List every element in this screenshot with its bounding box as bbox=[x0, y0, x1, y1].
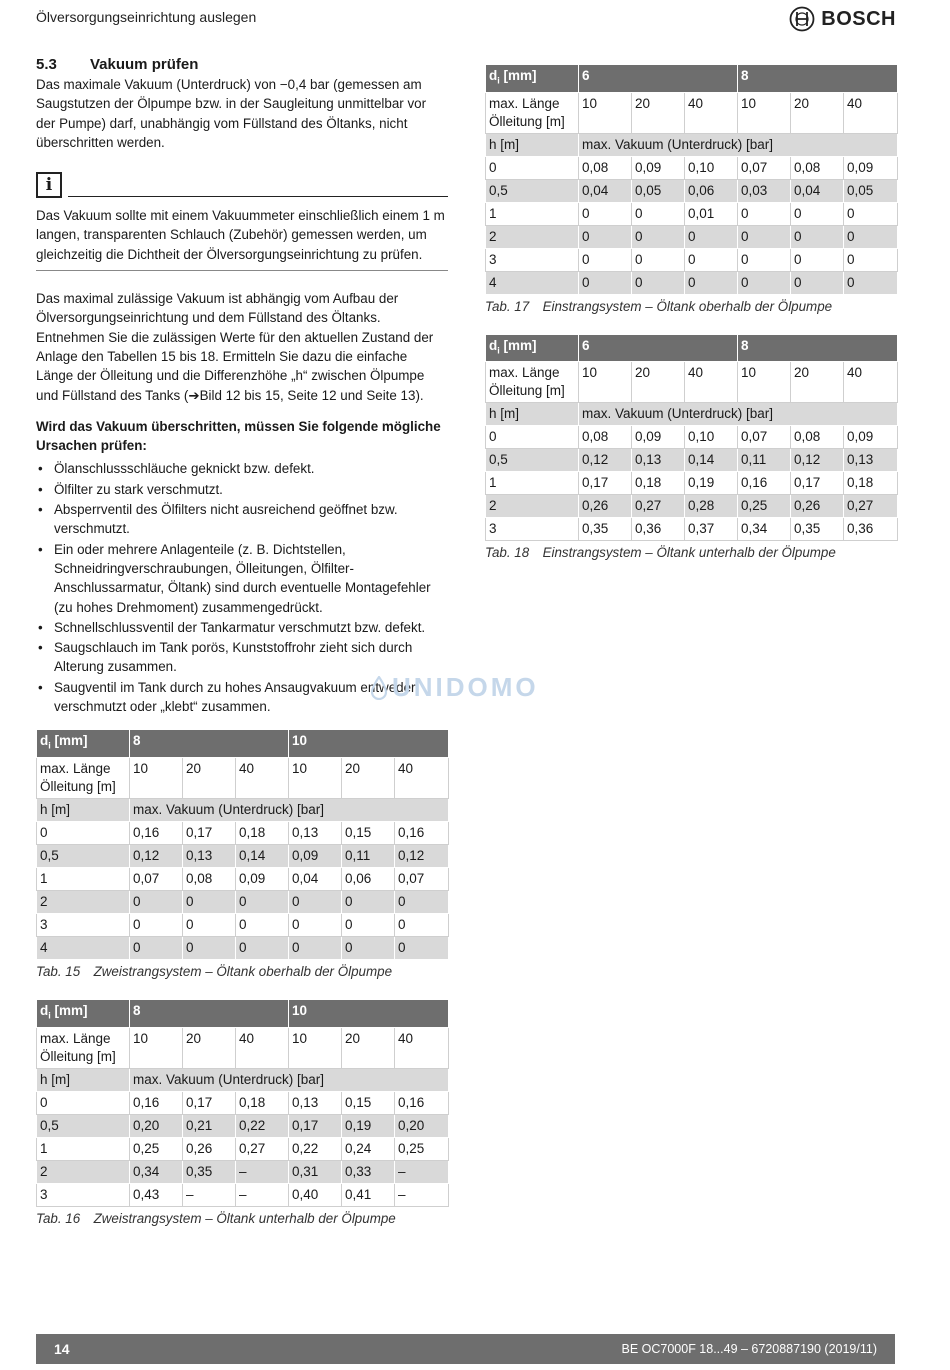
diameter-label bbox=[37, 730, 130, 758]
diameter-symbol: d bbox=[489, 68, 498, 83]
vacuum-cell: 0,12 bbox=[791, 449, 844, 472]
vacuum-cell: – bbox=[236, 1160, 289, 1183]
vacuum-cell: 0 bbox=[395, 914, 449, 937]
vacuum-cell: 0,27 bbox=[236, 1137, 289, 1160]
vacuum-cell: 0,12 bbox=[395, 845, 449, 868]
vacuum-cell: 0,07 bbox=[738, 426, 791, 449]
table-row bbox=[486, 426, 898, 449]
vacuum-cell: 0,34 bbox=[130, 1160, 183, 1183]
page-footer bbox=[36, 1334, 895, 1364]
vacuum-cell: 0 bbox=[844, 202, 898, 225]
watermark bbox=[370, 672, 539, 703]
height-cell: 2 bbox=[486, 225, 579, 248]
height-cell: 3 bbox=[486, 518, 579, 541]
vacuum-cell: 0,17 bbox=[289, 1114, 342, 1137]
vacuum-cell: 0 bbox=[738, 248, 791, 271]
section-title: Vakuum prüfen bbox=[90, 56, 199, 73]
height-label: h [m] bbox=[486, 133, 579, 156]
table-row bbox=[486, 518, 898, 541]
info-text: Das Vakuum sollte mit einem Vakuummeter einschließlich einem 1 m langen, transparenten Schlauch (Zubehör) gemessen werden, um gleichzeitig die Dichtheit der Ölversorgungseinrichtung zu prüfen. bbox=[36, 206, 448, 271]
length-value: 40 bbox=[236, 1027, 289, 1068]
vacuum-cell: 0,13 bbox=[844, 449, 898, 472]
vacuum-cell: 0,16 bbox=[130, 822, 183, 845]
vacuum-cell: 0,15 bbox=[342, 822, 395, 845]
height-cell: 1 bbox=[486, 472, 579, 495]
watermark-text: UNIDOMO bbox=[392, 672, 539, 702]
vacuum-cell: 0,27 bbox=[844, 495, 898, 518]
list-item: • Ölanschlussschläuche geknickt bzw. defekt. bbox=[36, 459, 448, 478]
height-cell: 0,5 bbox=[486, 449, 579, 472]
height-cell: 0,5 bbox=[37, 845, 130, 868]
table-caption-number: Tab. 15 bbox=[36, 964, 81, 979]
vacuum-cell: 0 bbox=[342, 891, 395, 914]
height-cell: 3 bbox=[486, 248, 579, 271]
vacuum-cell: 0,06 bbox=[342, 868, 395, 891]
length-label: max. Länge Ölleitung [m] bbox=[37, 758, 130, 799]
vacuum-cell: 0 bbox=[130, 937, 183, 960]
vacuum-cell: – bbox=[236, 1183, 289, 1206]
table-row bbox=[37, 914, 449, 937]
info-divider bbox=[68, 196, 448, 197]
list-item: • Saugventil im Tank durch zu hohes Ansaugvakuum entweder verschmutzt oder „klebt“ zusammen. bbox=[36, 678, 448, 717]
page-number: 14 bbox=[54, 1341, 70, 1357]
vacuum-cell: 0,17 bbox=[791, 472, 844, 495]
vacuum-cell: 0,24 bbox=[342, 1137, 395, 1160]
length-value: 40 bbox=[844, 362, 898, 403]
table-row bbox=[486, 156, 898, 179]
height-cell: 1 bbox=[37, 1137, 130, 1160]
left-column bbox=[36, 56, 448, 1246]
length-value: 10 bbox=[579, 362, 632, 403]
table-subheader-row bbox=[37, 1068, 449, 1091]
table-row bbox=[486, 92, 898, 133]
vacuum-cell: 0,08 bbox=[791, 156, 844, 179]
vacuum-cell: 0,20 bbox=[130, 1114, 183, 1137]
vacuum-cell: 0 bbox=[791, 248, 844, 271]
length-value: 40 bbox=[844, 92, 898, 133]
table-caption bbox=[36, 1211, 448, 1226]
body-paragraph: Das maximal zulässige Vakuum ist abhängig vom Aufbau der Ölversorgungseinrichtung und dem Füllstand des Öltanks. Entnehmen Sie die zulässigen Werte für den aktuellen Zustand der Anlage den Tabellen 15 bis 18. Ermitteln Sie dazu die einfache Länge der Ölleitung und die Differenzhöhe „h“ zwischen Ölpumpe und Füllstand des Tanks (➔Bild 12 bis 15, Seite 12 und Seite 13). bbox=[36, 291, 434, 403]
table-row bbox=[486, 271, 898, 294]
table-row bbox=[37, 822, 449, 845]
vacuum-cell: 0 bbox=[844, 248, 898, 271]
vacuum-cell: 0 bbox=[395, 891, 449, 914]
vacuum-cell: 0,26 bbox=[791, 495, 844, 518]
height-cell: 0 bbox=[486, 426, 579, 449]
table-row bbox=[486, 202, 898, 225]
vacuum-cell: 0,36 bbox=[844, 518, 898, 541]
height-label: h [m] bbox=[37, 799, 130, 822]
vacuum-cell: 0 bbox=[579, 202, 632, 225]
diameter-subscript: i bbox=[497, 345, 500, 356]
length-value: 20 bbox=[183, 758, 236, 799]
vacuum-cell: 0,35 bbox=[579, 518, 632, 541]
height-cell: 1 bbox=[486, 202, 579, 225]
vacuum-cell: 0 bbox=[632, 225, 685, 248]
length-value: 40 bbox=[236, 758, 289, 799]
height-label: h [m] bbox=[37, 1068, 130, 1091]
table-caption bbox=[485, 545, 897, 560]
vacuum-cell: 0 bbox=[183, 891, 236, 914]
table-header-row bbox=[486, 334, 898, 362]
vacuum-cell: 0 bbox=[183, 937, 236, 960]
vacuum-cell: 0,15 bbox=[342, 1091, 395, 1114]
table-caption-number: Tab. 16 bbox=[36, 1210, 81, 1226]
vacuum-cell: 0,40 bbox=[289, 1183, 342, 1206]
section-heading bbox=[36, 56, 448, 73]
table-subheader-row bbox=[486, 403, 898, 426]
vacuum-cell: 0,13 bbox=[289, 822, 342, 845]
length-value: 10 bbox=[130, 1027, 183, 1068]
vacuum-cell: 0 bbox=[844, 271, 898, 294]
vacuum-cell: – bbox=[183, 1183, 236, 1206]
vacuum-cell: 0,10 bbox=[685, 426, 738, 449]
vacuum-cell: 0,09 bbox=[844, 156, 898, 179]
diameter-symbol: d bbox=[489, 337, 498, 353]
table-row bbox=[486, 179, 898, 202]
diameter-label bbox=[486, 334, 579, 362]
length-value: 40 bbox=[685, 362, 738, 403]
diameter-subscript: i bbox=[48, 741, 51, 751]
height-label: h [m] bbox=[486, 403, 579, 426]
height-cell: 2 bbox=[37, 1160, 130, 1183]
vacuum-cell: 0,07 bbox=[738, 156, 791, 179]
vacuum-cell: 0,25 bbox=[738, 495, 791, 518]
table-header-row bbox=[37, 1000, 449, 1028]
diameter-unit: [mm] bbox=[499, 68, 537, 83]
diameter-symbol: d bbox=[40, 1003, 49, 1018]
length-value: 10 bbox=[130, 758, 183, 799]
vacuum-cell: 0 bbox=[791, 202, 844, 225]
vacuum-cell: 0,22 bbox=[236, 1114, 289, 1137]
table-header-row bbox=[486, 65, 898, 93]
vacuum-cell: 0,16 bbox=[738, 472, 791, 495]
vacuum-cell: 0,13 bbox=[289, 1091, 342, 1114]
vacuum-cell: 0,28 bbox=[685, 495, 738, 518]
bosch-armature-icon bbox=[789, 6, 815, 32]
length-value: 10 bbox=[738, 362, 791, 403]
vacuum-cell: 0,20 bbox=[395, 1114, 449, 1137]
length-value: 10 bbox=[289, 758, 342, 799]
vacuum-cell: 0,11 bbox=[738, 449, 791, 472]
vacuum-cell: 0,25 bbox=[130, 1137, 183, 1160]
diameter-subscript: i bbox=[48, 1010, 51, 1021]
vacuum-cell: 0,18 bbox=[632, 472, 685, 495]
table-row bbox=[486, 449, 898, 472]
vacuum-cell: 0,14 bbox=[685, 449, 738, 472]
vacuum-cell: 0,07 bbox=[395, 868, 449, 891]
length-value: 10 bbox=[738, 92, 791, 133]
intro-paragraph: Das maximale Vakuum (Unterdruck) von −0,4 bar (gemessen am Saugstutzen der Ölpumpe bzw. in der Saugleitung unmittelbar vor der Pumpe) darf, unabhängig vom Füllstand des Öltanks, nicht überschritten werden. bbox=[36, 77, 427, 150]
vacuum-cell: 0 bbox=[791, 271, 844, 294]
vacuum-label: max. Vakuum (Unterdruck) [bar] bbox=[579, 133, 898, 156]
vacuum-cell: 0,18 bbox=[236, 1091, 289, 1114]
vacuum-cell: 0,04 bbox=[791, 179, 844, 202]
vacuum-cell: 0,19 bbox=[342, 1114, 395, 1137]
vacuum-cell: 0 bbox=[289, 937, 342, 960]
vacuum-cell: 0 bbox=[632, 202, 685, 225]
vacuum-cell: 0,26 bbox=[579, 495, 632, 518]
vacuum-table bbox=[36, 729, 449, 960]
vacuum-cell: 0,06 bbox=[685, 179, 738, 202]
vacuum-cell: 0,34 bbox=[738, 518, 791, 541]
height-cell: 4 bbox=[486, 271, 579, 294]
vacuum-cell: 0 bbox=[579, 271, 632, 294]
right-column bbox=[485, 64, 897, 580]
table-caption bbox=[36, 964, 448, 979]
vacuum-cell: 0 bbox=[236, 937, 289, 960]
list-item: • Schnellschlussventil der Tankarmatur verschmutzt bzw. defekt. bbox=[36, 618, 448, 637]
table-caption-text: Zweistrangsystem – Öltank unterhalb der Ölpumpe bbox=[93, 1210, 396, 1226]
droplet-icon bbox=[370, 676, 388, 700]
vacuum-cell: 0 bbox=[130, 891, 183, 914]
vacuum-cell: 0 bbox=[342, 914, 395, 937]
vacuum-cell: 0,09 bbox=[844, 426, 898, 449]
diameter-label bbox=[37, 1000, 130, 1028]
height-cell: 0,5 bbox=[37, 1114, 130, 1137]
table-row bbox=[37, 1114, 449, 1137]
vacuum-cell: 0,04 bbox=[289, 868, 342, 891]
vacuum-cell: 0 bbox=[289, 914, 342, 937]
table-row bbox=[37, 1091, 449, 1114]
table-block bbox=[485, 64, 897, 314]
info-note bbox=[36, 172, 448, 271]
length-value: 40 bbox=[395, 758, 449, 799]
table-row bbox=[37, 891, 449, 914]
vacuum-cell: 0,21 bbox=[183, 1114, 236, 1137]
vacuum-cell: 0 bbox=[685, 248, 738, 271]
vacuum-cell: 0,08 bbox=[579, 156, 632, 179]
table-row bbox=[37, 1183, 449, 1206]
vacuum-cell: 0,08 bbox=[183, 868, 236, 891]
vacuum-cell: 0,14 bbox=[236, 845, 289, 868]
section-number: 5.3 bbox=[36, 56, 57, 73]
height-cell: 0 bbox=[37, 822, 130, 845]
length-value: 20 bbox=[791, 362, 844, 403]
diameter-value: 6 bbox=[579, 334, 738, 362]
diameter-value: 8 bbox=[738, 334, 898, 362]
table-row bbox=[486, 248, 898, 271]
table-row bbox=[37, 1027, 449, 1068]
height-cell: 2 bbox=[486, 495, 579, 518]
vacuum-cell: 0,03 bbox=[738, 179, 791, 202]
diameter-value: 10 bbox=[289, 1000, 449, 1028]
table-subheader-row bbox=[486, 133, 898, 156]
vacuum-cell: 0,31 bbox=[289, 1160, 342, 1183]
vacuum-cell: 0 bbox=[738, 225, 791, 248]
vacuum-cell: 0 bbox=[632, 271, 685, 294]
brand-name: BOSCH bbox=[821, 7, 896, 30]
height-cell: 0,5 bbox=[486, 179, 579, 202]
vacuum-cell: 0,25 bbox=[395, 1137, 449, 1160]
vacuum-cell: 0 bbox=[183, 914, 236, 937]
vacuum-cell: 0,17 bbox=[183, 1091, 236, 1114]
vacuum-cell: 0,01 bbox=[685, 202, 738, 225]
table-row bbox=[37, 937, 449, 960]
vacuum-cell: – bbox=[395, 1160, 449, 1183]
vacuum-label: max. Vakuum (Unterdruck) [bar] bbox=[579, 403, 898, 426]
table-row bbox=[37, 758, 449, 799]
height-cell: 3 bbox=[37, 914, 130, 937]
list-item: • Absperrventil des Ölfilters nicht ausreichend geöffnet bzw. verschmutzt. bbox=[36, 500, 448, 539]
length-value: 20 bbox=[632, 362, 685, 403]
diameter-subscript: i bbox=[497, 75, 500, 86]
vacuum-cell: 0,33 bbox=[342, 1160, 395, 1183]
vacuum-cell: 0 bbox=[685, 225, 738, 248]
diameter-unit: [mm] bbox=[50, 1003, 88, 1018]
vacuum-cell: 0,18 bbox=[236, 822, 289, 845]
list-item: • Ein oder mehrere Anlagenteile (z. B. Dichtstellen, Schneidringverschraubungen, Ölleitungen, Ölfilter-Anschlussarmatur, Öltank) sind durch eventuelle Montagefehler (zu hohes Drehmoment) zusammengedrückt. bbox=[36, 540, 448, 617]
vacuum-table bbox=[485, 334, 898, 542]
vacuum-cell: 0,35 bbox=[791, 518, 844, 541]
list-item: • Ölfilter zu stark verschmutzt. bbox=[36, 480, 448, 499]
height-cell: 4 bbox=[37, 937, 130, 960]
length-value: 20 bbox=[632, 92, 685, 133]
list-item: • Saugschlauch im Tank porös, Kunststoffrohr zieht sich durch Alterung zusammen. bbox=[36, 638, 448, 677]
diameter-value: 8 bbox=[130, 1000, 289, 1028]
table-row bbox=[486, 362, 898, 403]
vacuum-cell: 0 bbox=[130, 914, 183, 937]
table-caption bbox=[485, 299, 897, 314]
vacuum-cell: 0,04 bbox=[579, 179, 632, 202]
vacuum-label: max. Vakuum (Unterdruck) [bar] bbox=[130, 799, 449, 822]
vacuum-cell: 0,36 bbox=[632, 518, 685, 541]
document-reference: BE OC7000F 18...49 – 6720887190 (2019/11) bbox=[621, 1342, 877, 1356]
vacuum-cell: 0,27 bbox=[632, 495, 685, 518]
vacuum-cell: 0,16 bbox=[130, 1091, 183, 1114]
vacuum-cell: 0,17 bbox=[579, 472, 632, 495]
table-block bbox=[36, 729, 448, 979]
length-value: 40 bbox=[395, 1027, 449, 1068]
table-row bbox=[37, 845, 449, 868]
vacuum-cell: 0,22 bbox=[289, 1137, 342, 1160]
table-block bbox=[485, 334, 897, 561]
vacuum-cell: 0,13 bbox=[632, 449, 685, 472]
diameter-value: 8 bbox=[738, 65, 898, 93]
vacuum-cell: 0,05 bbox=[632, 179, 685, 202]
table-caption-number: Tab. 18 bbox=[485, 545, 530, 561]
vacuum-cell: 0,35 bbox=[183, 1160, 236, 1183]
vacuum-cell: 0,07 bbox=[130, 868, 183, 891]
vacuum-cell: 0,11 bbox=[342, 845, 395, 868]
vacuum-cell: 0,09 bbox=[632, 156, 685, 179]
height-cell: 0 bbox=[486, 156, 579, 179]
table-caption-number: Tab. 17 bbox=[485, 298, 530, 314]
diameter-value: 8 bbox=[130, 730, 289, 758]
vacuum-cell: 0,43 bbox=[130, 1183, 183, 1206]
vacuum-cell: 0 bbox=[685, 271, 738, 294]
vacuum-table bbox=[36, 999, 449, 1207]
vacuum-label: max. Vakuum (Unterdruck) [bar] bbox=[130, 1068, 449, 1091]
vacuum-cell: 0 bbox=[632, 248, 685, 271]
table-row bbox=[486, 225, 898, 248]
table-caption-text: Einstrangsystem – Öltank unterhalb der Ölpumpe bbox=[542, 545, 836, 561]
vacuum-cell: 0,12 bbox=[130, 845, 183, 868]
vacuum-cell: 0 bbox=[738, 202, 791, 225]
vacuum-cell: 0,19 bbox=[685, 472, 738, 495]
vacuum-cell: 0,37 bbox=[685, 518, 738, 541]
diameter-value: 10 bbox=[289, 730, 449, 758]
vacuum-cell: 0 bbox=[579, 248, 632, 271]
vacuum-cell: 0,17 bbox=[183, 822, 236, 845]
vacuum-cell: 0 bbox=[395, 937, 449, 960]
table-row bbox=[486, 495, 898, 518]
height-cell: 0 bbox=[37, 1091, 130, 1114]
diameter-symbol: d bbox=[40, 733, 49, 749]
vacuum-cell: 0 bbox=[579, 225, 632, 248]
vacuum-cell: 0 bbox=[738, 271, 791, 294]
vacuum-cell: 0,12 bbox=[579, 449, 632, 472]
length-value: 20 bbox=[342, 1027, 395, 1068]
vacuum-cell: 0 bbox=[844, 225, 898, 248]
vacuum-cell: 0,41 bbox=[342, 1183, 395, 1206]
vacuum-cell: 0 bbox=[289, 891, 342, 914]
length-value: 20 bbox=[342, 758, 395, 799]
vacuum-cell: 0,16 bbox=[395, 822, 449, 845]
table-row bbox=[37, 1137, 449, 1160]
length-value: 40 bbox=[685, 92, 738, 133]
table-row bbox=[486, 472, 898, 495]
length-value: 20 bbox=[183, 1027, 236, 1068]
vacuum-cell: 0,10 bbox=[685, 156, 738, 179]
vacuum-cell: 0,08 bbox=[579, 426, 632, 449]
length-label: max. Länge Ölleitung [m] bbox=[486, 92, 579, 133]
causes-heading: Wird das Vakuum überschritten, müssen Sie folgende mögliche Ursachen prüfen: bbox=[36, 418, 441, 454]
vacuum-cell: 0,16 bbox=[395, 1091, 449, 1114]
vacuum-cell: 0,05 bbox=[844, 179, 898, 202]
diameter-value: 6 bbox=[579, 65, 738, 93]
table-block bbox=[36, 999, 448, 1226]
vacuum-cell: 0,08 bbox=[791, 426, 844, 449]
brand-logo bbox=[789, 6, 896, 32]
vacuum-cell: 0,09 bbox=[632, 426, 685, 449]
length-label: max. Länge Ölleitung [m] bbox=[37, 1027, 130, 1068]
vacuum-cell: 0 bbox=[791, 225, 844, 248]
vacuum-cell: 0 bbox=[236, 914, 289, 937]
table-caption-text: Einstrangsystem – Öltank oberhalb der Ölpumpe bbox=[542, 298, 833, 314]
length-value: 20 bbox=[791, 92, 844, 133]
table-header-row bbox=[37, 730, 449, 758]
table-subheader-row bbox=[37, 799, 449, 822]
height-cell: 1 bbox=[37, 868, 130, 891]
height-cell: 3 bbox=[37, 1183, 130, 1206]
vacuum-cell: 0,26 bbox=[183, 1137, 236, 1160]
length-value: 10 bbox=[579, 92, 632, 133]
diameter-unit: [mm] bbox=[50, 733, 88, 749]
table-row bbox=[37, 868, 449, 891]
length-label: max. Länge Ölleitung [m] bbox=[486, 362, 579, 403]
vacuum-table bbox=[485, 64, 898, 295]
length-value: 10 bbox=[289, 1027, 342, 1068]
vacuum-cell: 0 bbox=[236, 891, 289, 914]
diameter-unit: [mm] bbox=[499, 337, 537, 353]
page-header-title: Ölversorgungseinrichtung auslegen bbox=[36, 9, 257, 25]
vacuum-cell: 0,13 bbox=[183, 845, 236, 868]
vacuum-cell: – bbox=[395, 1183, 449, 1206]
vacuum-cell: 0,09 bbox=[236, 868, 289, 891]
info-icon: i bbox=[36, 172, 62, 198]
diameter-label bbox=[486, 65, 579, 93]
vacuum-cell: 0,18 bbox=[844, 472, 898, 495]
vacuum-cell: 0 bbox=[342, 937, 395, 960]
vacuum-cell: 0,09 bbox=[289, 845, 342, 868]
table-caption-text: Zweistrangsystem – Öltank oberhalb der Ölpumpe bbox=[93, 964, 393, 979]
height-cell: 2 bbox=[37, 891, 130, 914]
table-row bbox=[37, 1160, 449, 1183]
